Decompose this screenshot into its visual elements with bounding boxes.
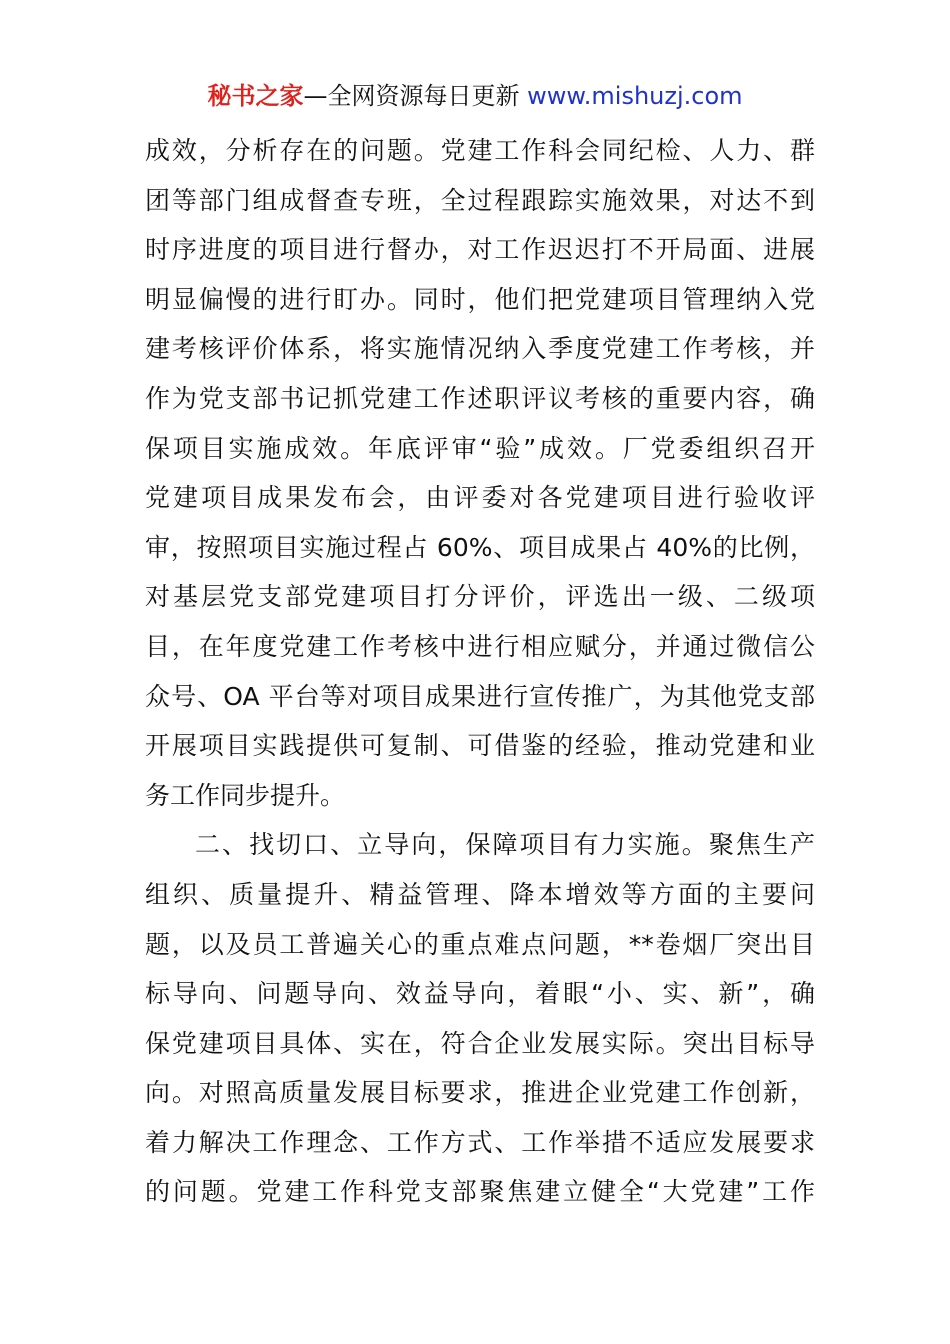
text-line: 建考核评价体系，将实施情况纳入季度党建工作考核，并 (145, 334, 815, 364)
text-line: 组织、质量提升、精益管理、降本增效等方面的主要问 (145, 879, 815, 909)
site-header (0, 80, 950, 112)
text-line: 众号、OA 平台等对项目成果进行宣传推广，为其他党支部 (145, 681, 815, 711)
text-line: 着力解决工作理念、工作方式、工作举措不适应发展要求 (145, 1127, 815, 1157)
text-line: 保项目实施成效。年底评审“验”成效。厂党委组织召开 (145, 433, 815, 463)
text-line: 目，在年度党建工作考核中进行相应赋分，并通过微信公 (145, 631, 815, 661)
text-line: 向。对照高质量发展目标要求，推进企业党建工作创新， (145, 1078, 815, 1108)
text-line: 标导向、问题导向、效益导向，着眼“小、实、新”，确 (145, 979, 815, 1009)
site-tagline: —全网资源每日更新 (303, 82, 528, 110)
text-line: 作为党支部书记抓党建工作述职评议考核的重要内容，确 (145, 383, 815, 413)
text-line: 明显偏慢的进行盯办。同时，他们把党建项目管理纳入党 (145, 284, 815, 314)
site-url[interactable]: www.mishuzj.com (527, 82, 743, 110)
paragraph-end-line: 务工作同步提升。 (145, 780, 346, 810)
text-line: 题，以及员工普遍关心的重点难点问题，**卷烟厂突出目 (145, 929, 815, 959)
text-line: 保党建项目具体、实在，符合企业发展实际。突出目标导 (145, 1028, 815, 1058)
text-line: 成效，分析存在的问题。党建工作科会同纪检、人力、群 (145, 136, 815, 165)
text-line: 团等部门组成督查专班，全过程跟踪实施效果，对达不到 (145, 185, 815, 215)
text-line: 开展项目实践提供可复制、可借鉴的经验，推动党建和业 (145, 731, 815, 761)
text-line: 审，按照项目实施过程占 60%、项目成果占 40%的比例， (145, 532, 815, 562)
text-line: 的问题。党建工作科党支部聚焦建立健全“大党建”工作 (145, 1177, 815, 1207)
text-line: 对基层党支部党建项目打分评价，评选出一级、二级项 (145, 582, 815, 612)
section-heading-line: 二、找切口、立导向，保障项目有力实施。聚焦生产 (195, 830, 815, 860)
text-line: 时序进度的项目进行督办，对工作迟迟打不开局面、进展 (145, 235, 815, 265)
text-line: 党建项目成果发布会，由评委对各党建项目进行验收评 (145, 483, 815, 513)
document-body (145, 126, 815, 1217)
site-brand: 秘书之家 (207, 82, 304, 110)
